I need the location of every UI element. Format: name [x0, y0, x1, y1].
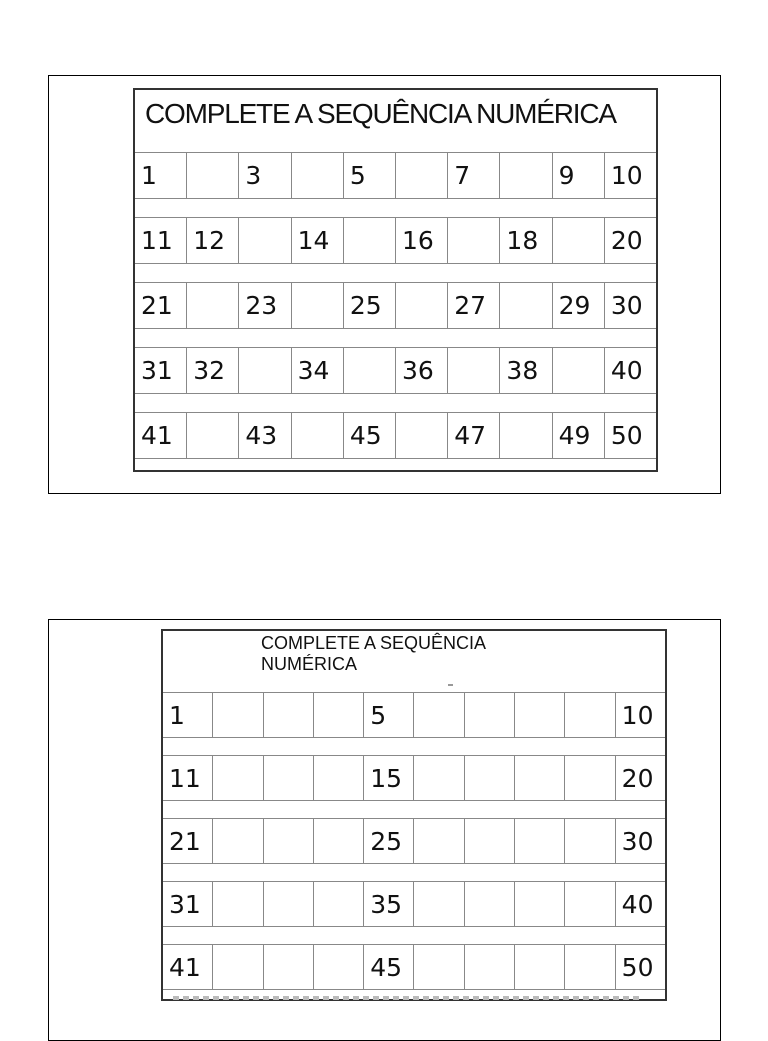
- number-cell: 50: [610, 421, 643, 450]
- blank-number-cell[interactable]: [292, 283, 344, 328]
- blank-number-cell[interactable]: [314, 819, 364, 863]
- sheet-2-row: [163, 944, 665, 990]
- blank-number-cell[interactable]: [465, 945, 515, 989]
- number-cell: 12: [187, 218, 239, 263]
- number-cell: 40: [610, 356, 643, 385]
- number-cell: 32: [187, 348, 239, 393]
- number-sequence-sheet-1: [133, 88, 658, 472]
- number-cell: 14: [292, 218, 344, 263]
- blank-number-cell[interactable]: [213, 882, 263, 926]
- blank-number-cell[interactable]: [500, 153, 552, 198]
- number-cell: 1: [163, 693, 213, 737]
- number-cell: 36: [396, 348, 448, 393]
- blank-number-cell[interactable]: [292, 153, 344, 198]
- number-cell: 10: [621, 700, 654, 730]
- blank-number-cell[interactable]: [213, 693, 263, 737]
- blank-number-cell[interactable]: [414, 693, 464, 737]
- worksheet-page-2: [48, 619, 721, 1041]
- number-cell: 49: [553, 413, 605, 458]
- number-cell: 20: [621, 763, 654, 793]
- sheet-1-row: [135, 347, 656, 394]
- sheet-1-row: [135, 412, 656, 459]
- sheet-2-row: [163, 755, 665, 801]
- blank-number-cell[interactable]: [465, 819, 515, 863]
- blank-number-cell[interactable]: [239, 348, 291, 393]
- blank-number-cell[interactable]: [314, 693, 364, 737]
- blank-number-cell[interactable]: [213, 945, 263, 989]
- blank-number-cell[interactable]: [344, 348, 396, 393]
- number-cell: 45: [344, 413, 396, 458]
- sheet-1-row: [135, 217, 656, 264]
- blank-number-cell[interactable]: [553, 348, 605, 393]
- blank-number-cell[interactable]: [448, 348, 500, 393]
- number-cell: 30: [610, 291, 643, 320]
- number-cell: 45: [364, 945, 414, 989]
- number-cell: 30: [621, 826, 654, 856]
- number-cell: 11: [135, 218, 187, 263]
- number-cell: 25: [364, 819, 414, 863]
- blank-number-cell[interactable]: [414, 882, 464, 926]
- blank-number-cell[interactable]: [264, 882, 314, 926]
- sheet-2-title: [261, 633, 486, 675]
- blank-number-cell[interactable]: [414, 945, 464, 989]
- blank-number-cell[interactable]: [344, 218, 396, 263]
- number-cell: 10: [610, 161, 643, 190]
- number-cell: 16: [396, 218, 448, 263]
- blank-number-cell[interactable]: [465, 882, 515, 926]
- blank-number-cell[interactable]: [465, 756, 515, 800]
- number-cell: 5: [364, 693, 414, 737]
- sheet-1-row: [135, 282, 656, 329]
- number-cell: 25: [344, 283, 396, 328]
- blank-number-cell[interactable]: [264, 693, 314, 737]
- sheet-2-row: [163, 881, 665, 927]
- number-cell: 35: [364, 882, 414, 926]
- number-cell: 47: [448, 413, 500, 458]
- blank-number-cell[interactable]: [414, 756, 464, 800]
- number-cell: 3: [239, 153, 291, 198]
- blank-number-cell[interactable]: [187, 413, 239, 458]
- number-cell: 41: [135, 413, 187, 458]
- number-cell: 41: [163, 945, 213, 989]
- blank-number-cell[interactable]: [187, 153, 239, 198]
- number-cell: 15: [364, 756, 414, 800]
- blank-number-cell[interactable]: [515, 819, 565, 863]
- blank-number-cell[interactable]: [553, 218, 605, 263]
- number-cell: 5: [344, 153, 396, 198]
- blank-number-cell[interactable]: [396, 283, 448, 328]
- number-cell: 34: [292, 348, 344, 393]
- number-cell: 40: [621, 889, 654, 919]
- blank-number-cell[interactable]: [500, 283, 552, 328]
- blank-number-cell[interactable]: [565, 945, 615, 989]
- blank-number-cell[interactable]: [414, 819, 464, 863]
- number-sequence-sheet-2: [161, 629, 667, 1001]
- sheet-1-title: COMPLETE A SEQUÊNCIA NUMÉRICA: [145, 98, 616, 129]
- number-cell: 27: [448, 283, 500, 328]
- blank-number-cell[interactable]: [515, 756, 565, 800]
- blank-number-cell[interactable]: [314, 756, 364, 800]
- blank-number-cell[interactable]: [239, 218, 291, 263]
- blank-number-cell[interactable]: [515, 693, 565, 737]
- sheet-2-title-line-1: COMPLETE A SEQUÊNCIA: [261, 633, 487, 653]
- number-cell: 43: [239, 413, 291, 458]
- blank-number-cell[interactable]: [565, 819, 615, 863]
- blank-number-cell[interactable]: [565, 756, 615, 800]
- number-cell: 29: [553, 283, 605, 328]
- number-cell: 31: [135, 348, 187, 393]
- blank-number-cell[interactable]: [292, 413, 344, 458]
- sheet-2-row: [163, 692, 665, 738]
- number-cell: 50: [621, 952, 654, 982]
- number-cell: 7: [448, 153, 500, 198]
- blank-number-cell[interactable]: [396, 153, 448, 198]
- blank-number-cell[interactable]: [213, 756, 263, 800]
- sheet-2-row: [163, 818, 665, 864]
- copyright-footer-line: [173, 996, 643, 1000]
- number-cell: 21: [135, 283, 187, 328]
- number-cell: 38: [500, 348, 552, 393]
- blank-number-cell[interactable]: [465, 693, 515, 737]
- number-cell: 9: [553, 153, 605, 198]
- blank-number-cell[interactable]: [213, 819, 263, 863]
- number-cell: 23: [239, 283, 291, 328]
- blank-number-cell[interactable]: [264, 819, 314, 863]
- blank-number-cell[interactable]: [187, 283, 239, 328]
- blank-number-cell[interactable]: [314, 945, 364, 989]
- blank-number-cell[interactable]: [264, 945, 314, 989]
- blank-number-cell[interactable]: [500, 413, 552, 458]
- number-cell: 21: [163, 819, 213, 863]
- blank-number-cell[interactable]: [396, 413, 448, 458]
- number-cell: 1: [135, 153, 187, 198]
- sheet-1-row: [135, 152, 656, 199]
- blank-number-cell[interactable]: [565, 882, 615, 926]
- number-cell: 11: [163, 756, 213, 800]
- worksheet-page-1: [48, 75, 721, 494]
- number-cell: 18: [500, 218, 552, 263]
- blank-number-cell[interactable]: [515, 945, 565, 989]
- blank-number-cell[interactable]: [314, 882, 364, 926]
- sheet-2-title-line-2: NUMÉRICA: [261, 654, 358, 674]
- number-cell: 31: [163, 882, 213, 926]
- ink-smudge: [448, 684, 453, 686]
- blank-number-cell[interactable]: [565, 693, 615, 737]
- blank-number-cell[interactable]: [515, 882, 565, 926]
- number-cell: 20: [610, 226, 643, 255]
- blank-number-cell[interactable]: [264, 756, 314, 800]
- blank-number-cell[interactable]: [448, 218, 500, 263]
